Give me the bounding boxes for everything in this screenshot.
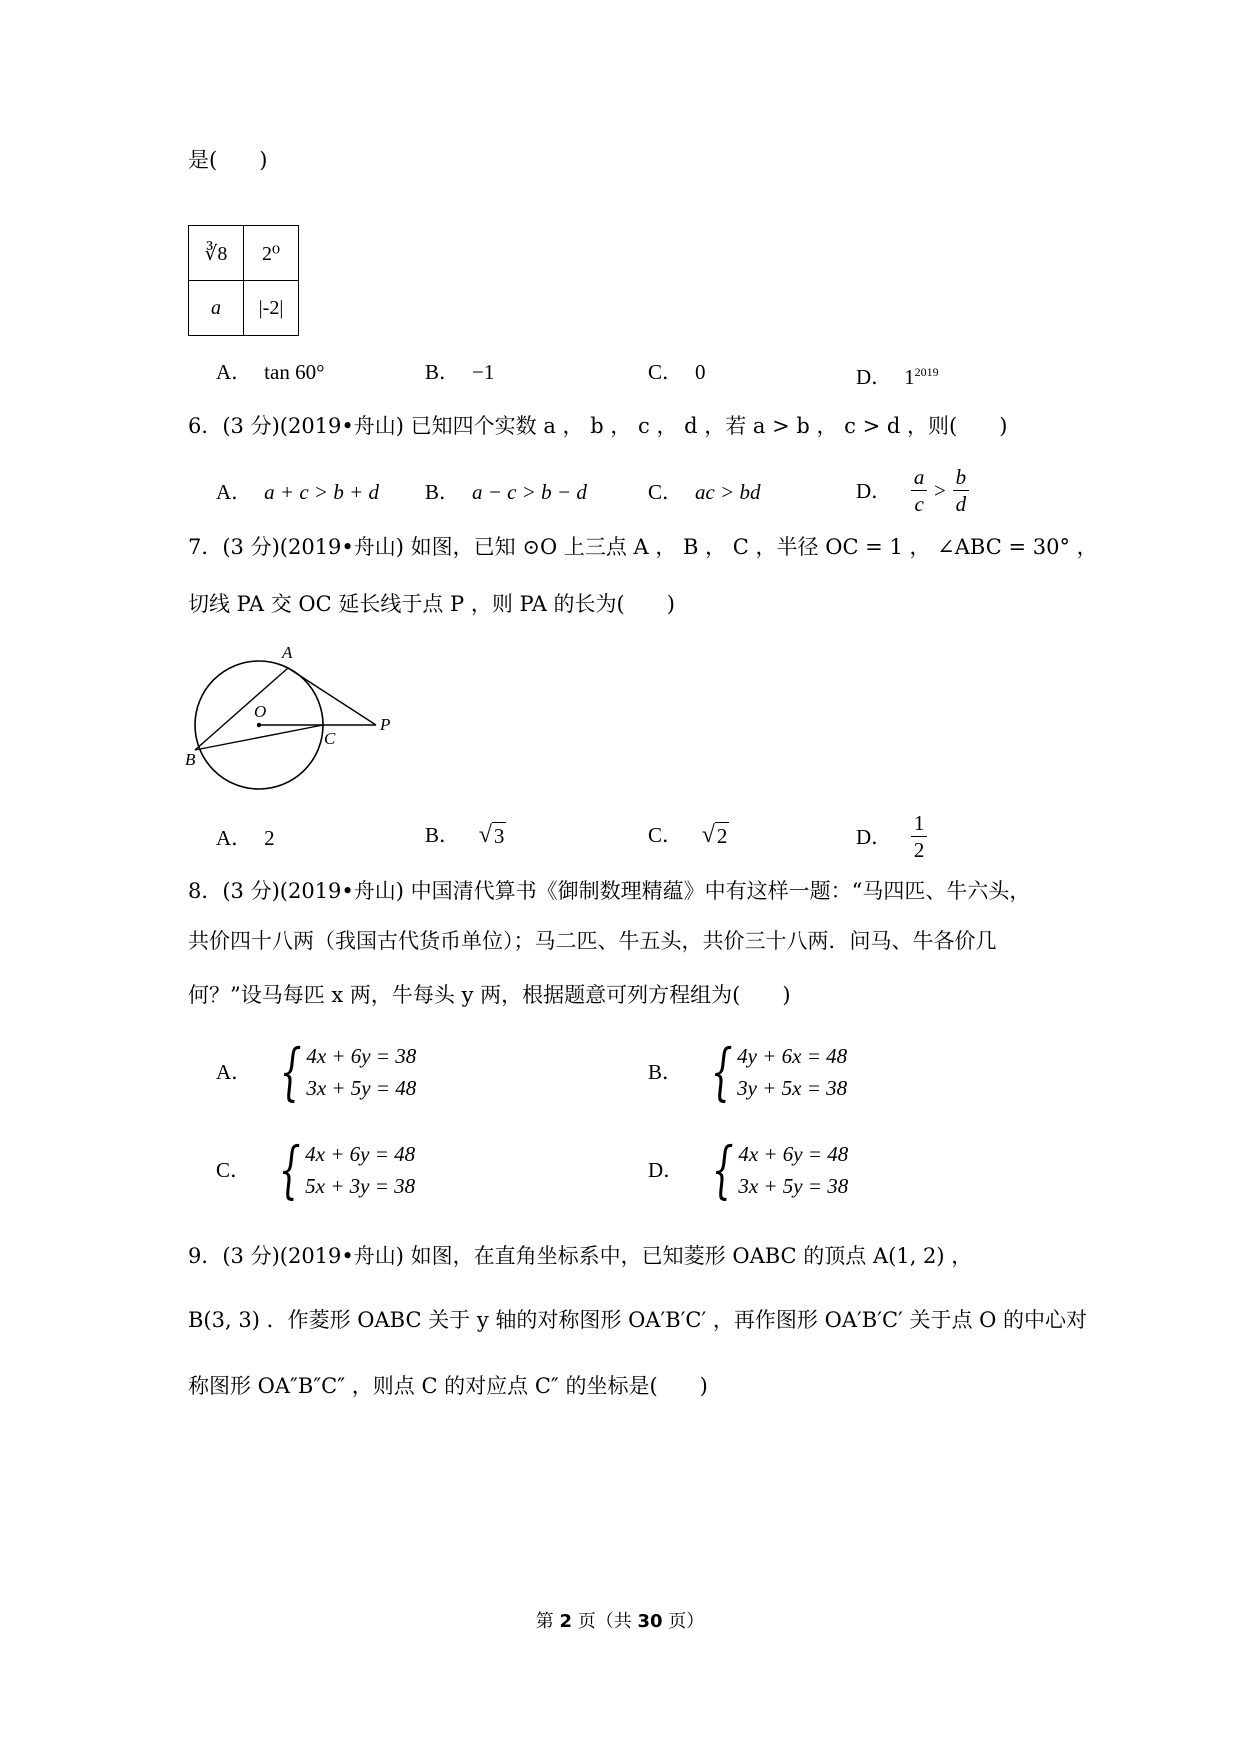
q6-option-b[interactable]: B． a − c > b − d bbox=[425, 480, 587, 504]
q9-stem-line-1: 9．(3 分)(2019•舟山) 如图，在直角坐标系中，已知菱形 OABC 的顶点 A(1, 2) ， bbox=[188, 1244, 973, 1268]
q7-label-b: B bbox=[185, 750, 196, 769]
q7-stem-line-2: 切线 PA 交 OC 延长线于点 P ，则 PA 的长为( ) bbox=[188, 592, 675, 616]
q5-option-c[interactable]: C． 0 bbox=[648, 360, 706, 384]
q5-stem-tail: 是( ) bbox=[188, 148, 268, 172]
q6-fraction-left: $\frac{a}{c}$ bbox=[911, 464, 928, 517]
q7-option-b[interactable]: B． √ 3 bbox=[425, 822, 505, 848]
page-footer: 第 2 页（共 30 页） bbox=[535, 1611, 705, 1632]
q8-equation-system: { 4x + 6y = 48 3x + 5y = 38 bbox=[711, 1133, 849, 1206]
q7-option-c[interactable]: C． √ 2 bbox=[648, 822, 728, 848]
q6-option-d[interactable]: D． $\frac{a}{c}$ > $\frac{b}{d}$ bbox=[856, 464, 969, 517]
q7-label-o: O bbox=[254, 702, 267, 721]
q8-stem-line-1: 8．(3 分)(2019•舟山) 中国清代算书《御制数理精蕴》中有这样一题：“马四匹、牛六头， bbox=[188, 879, 1031, 903]
q8-option-d[interactable]: D． { 4x + 6y = 48 3x + 5y = 38 bbox=[648, 1133, 849, 1206]
q5-option-b[interactable]: B． −1 bbox=[425, 360, 495, 384]
q7-label-c: C bbox=[324, 729, 336, 748]
q7-stem-line-1: 7．(3 分)(2019•舟山) 如图，已知 ⊙O 上三点 A ， B ， C ，半径 OC = 1 ， ∠ABC = 30° ， bbox=[188, 535, 1098, 559]
q8-equation-system: { 4x + 6y = 48 5x + 3y = 38 bbox=[278, 1133, 416, 1206]
q5-table-cell: |-2| bbox=[244, 281, 299, 336]
q7-sqrt-3: √ 3 bbox=[478, 822, 505, 848]
q5-option-a[interactable]: A． tan 60° bbox=[216, 360, 325, 384]
q6-stem: 6．(3 分)(2019•舟山) 已知四个实数 a ， b ， c ， d ，若 a > b ， c > d ，则( ) bbox=[188, 414, 1008, 438]
q5-number-table bbox=[188, 225, 299, 336]
q9-stem-line-3: 称图形 OA″B″C″ ，则点 C 的对应点 C″ 的坐标是( ) bbox=[188, 1374, 708, 1398]
q5-table-cell: 2⁰ bbox=[244, 226, 299, 281]
q5-option-d[interactable]: D． $1^{2019}$ bbox=[856, 365, 939, 389]
q8-option-a[interactable]: A． { 4x + 6y = 38 3x + 5y = 48 bbox=[216, 1035, 417, 1108]
q5-table-cell: a bbox=[189, 281, 244, 336]
q8-stem-line-3: 何？”设马每匹 x 两，牛每头 y 两，根据题意可列方程组为( ) bbox=[188, 983, 791, 1007]
q8-option-c[interactable]: C． { 4x + 6y = 48 5x + 3y = 38 bbox=[216, 1133, 416, 1206]
q7-sqrt-2: √ 2 bbox=[701, 822, 728, 848]
q8-equation-system: { 4y + 6x = 48 3y + 5x = 38 bbox=[710, 1035, 848, 1108]
q6-fraction-right: $\frac{b}{d}$ bbox=[953, 464, 970, 517]
q7-option-a[interactable]: A． 2 bbox=[216, 826, 275, 850]
q8-option-b[interactable]: B． { 4y + 6x = 48 3y + 5x = 38 bbox=[648, 1035, 848, 1108]
q8-stem-line-2: 共价四十八两（我国古代货币单位）；马二匹、牛五头，共价三十八两．问马、牛各价几 bbox=[188, 929, 997, 953]
q8-equation-system: { 4x + 6y = 38 3x + 5y = 48 bbox=[279, 1035, 417, 1108]
q6-option-c[interactable]: C． ac > bd bbox=[648, 480, 761, 504]
q7-label-a: A bbox=[282, 643, 293, 662]
q5-table-cell: ∛8 bbox=[189, 226, 244, 281]
q7-label-p: P bbox=[380, 715, 391, 734]
q7-circle-figure bbox=[180, 640, 410, 790]
q7-fraction-half: $\frac{1}{2}$ bbox=[911, 810, 928, 863]
q7-option-d[interactable]: D． $\frac{1}{2}$ bbox=[856, 810, 927, 863]
q9-stem-line-2: B(3, 3) ．作菱形 OABC 关于 y 轴的对称图形 OA′B′C′ ，再作图形 OA′B′C′ 关于点 O 的中心对 bbox=[188, 1308, 1088, 1332]
q6-option-a[interactable]: A． a + c > b + d bbox=[216, 480, 380, 504]
